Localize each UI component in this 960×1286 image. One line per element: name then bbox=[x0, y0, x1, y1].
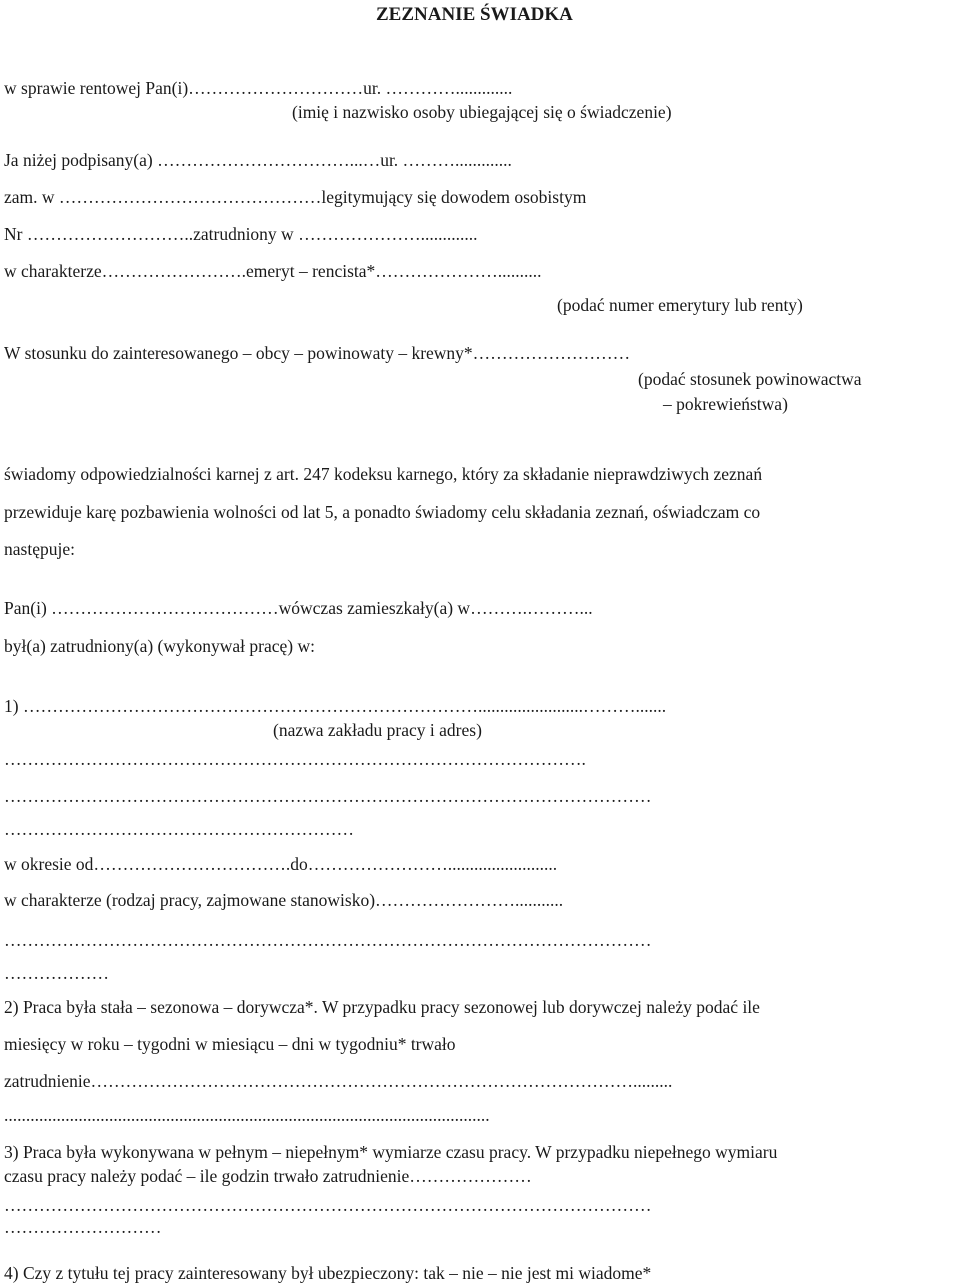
blank-line-7: ……………………… bbox=[4, 1217, 162, 1237]
statement-line-1: świadomy odpowiedzialności karnej z art. 247 kodeksu karnego, który za składanie nieprawdziwych zeznań bbox=[4, 464, 763, 484]
item-3-line-1: 3) Praca była wykonywana w pełnym – niepełnym* wymiarze czasu pracy. W przypadku niepełnego wymiaru bbox=[4, 1142, 778, 1162]
blank-line-5: ……………… bbox=[4, 963, 109, 983]
blank-line-4: ………………………………………………………………………………………………… bbox=[4, 930, 652, 950]
item-4-line: 4) Czy z tytułu tej pracy zainteresowany był ubezpieczony: tak – nie – nie jest mi wiadome* bbox=[4, 1263, 652, 1283]
address-line: zam. w ………………………………………legitymujący się dowodem osobistym bbox=[4, 187, 587, 207]
case-line: w sprawie rentowej Pan(i)…………………………ur. …………............. bbox=[4, 78, 513, 98]
relation-line: W stosunku do zainteresowanego – obcy – powinowaty – krewny*……………………… bbox=[4, 343, 631, 363]
relation-hint-1: (podać stosunek powinowactwa bbox=[638, 369, 862, 389]
employer-hint: (nazwa zakładu pracy i adres) bbox=[273, 720, 482, 740]
item-1-line: 1) ……………………………………………………………………........................………....... bbox=[4, 696, 667, 716]
blank-line-2: ………………………………………………………………………………………………… bbox=[4, 786, 652, 806]
residence-line: Pan(i) …………………………………wówczas zamieszkały(a) w……….………... bbox=[4, 598, 593, 618]
item-3-line-2: czasu pracy należy podać – ile godzin trwało zatrudnienie………………… bbox=[4, 1166, 532, 1186]
statement-line-3: następuje: bbox=[4, 539, 75, 559]
blank-line-1: ………………………………………………………………………………………. bbox=[4, 749, 586, 769]
position-line: w charakterze (rodzaj pracy, zajmowane stanowisko)……………………........... bbox=[4, 890, 564, 910]
item-2-line-1: 2) Praca była stała – sezonowa – dorywcza*. W przypadku pracy sezonowej lub dorywczej należy podać ile bbox=[4, 997, 760, 1017]
witness-line: Ja niżej podpisany(a) ……………………………...…ur. ………............. bbox=[4, 150, 512, 170]
item-2-line-4: ............................................................................................................... bbox=[4, 1105, 490, 1125]
relation-hint-2: – pokrewieństwa) bbox=[663, 394, 788, 414]
employment-intro: był(a) zatrudniony(a) (wykonywał pracę) w: bbox=[4, 636, 315, 656]
item-2-line-2: miesięcy w roku – tygodni w miesiącu – dni w tygodniu* trwało bbox=[4, 1034, 456, 1054]
document-title: ZEZNANIE ŚWIADKA bbox=[376, 4, 573, 25]
item-2-line-3: zatrudnienie…………………………………………………………………………………......... bbox=[4, 1071, 673, 1091]
blank-line-3: …………………………………………………… bbox=[4, 819, 354, 839]
statement-line-2: przewiduje karę pozbawienia wolności od lat 5, a ponadto świadomy celu składania zeznań, oświadczam co bbox=[4, 502, 761, 522]
role-line: w charakterze…………………….emeryt – rencista*………………….......... bbox=[4, 261, 542, 281]
id-number-line: Nr ………………………..zatrudniony w …………………............. bbox=[4, 224, 478, 244]
name-hint: (imię i nazwisko osoby ubiegającej się o świadczenie) bbox=[292, 102, 672, 122]
period-line: w okresie od…………………………….do……………………......................... bbox=[4, 854, 558, 874]
pension-hint: (podać numer emerytury lub renty) bbox=[557, 295, 803, 315]
blank-line-6: ………………………………………………………………………………………………… bbox=[4, 1195, 652, 1215]
